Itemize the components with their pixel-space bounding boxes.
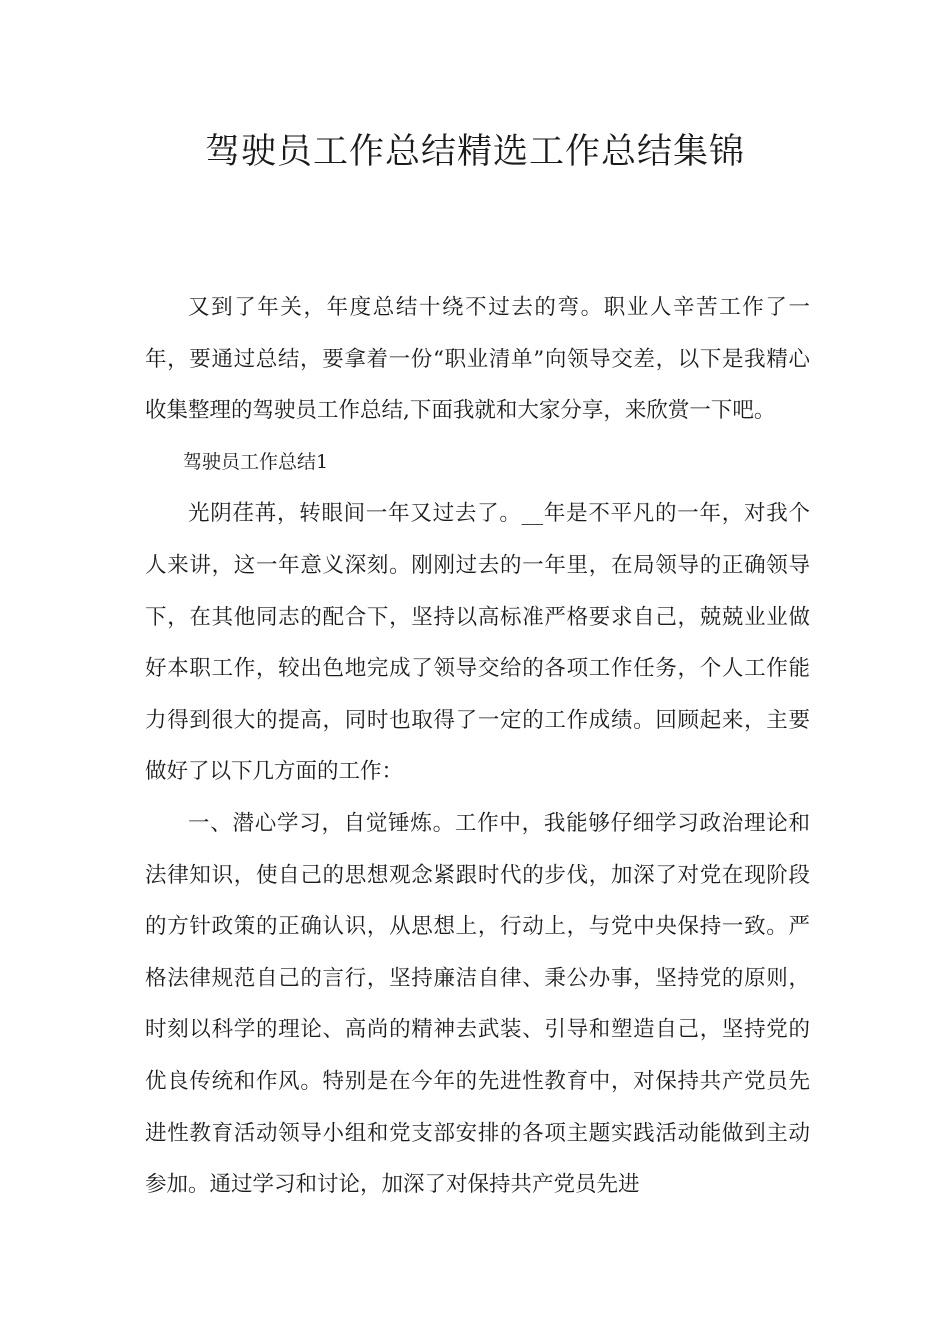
- body-paragraph: 一、潜心学习，自觉锤炼。工作中，我能够仔细学习政治理论和法律知识，使自己的思想观念紧跟时代的步伐，加深了对党在现阶段的方针政策的正确认识，从思想上，行动上，与党中央保持一致。严格法律规范自己的言行，坚持廉洁自律、秉公办事，坚持党的原则，时刻以科学的理论、高尚的精神去武装、引导和塑造自己，坚持党的优良传统和作风。特别是在今年的先进性教育中，对保持共产党员先进性教育活动领导小组和党支部安排的各项主题实践活动能做到主动参加。通过学习和讨论，加深了对保持共产党员先进: [145, 810, 810, 1198]
- document-title: 驾驶员工作总结精选工作总结集锦: [204, 132, 745, 172]
- section-heading: 驾驶员工作总结1: [183, 450, 329, 473]
- body-paragraph: 光阴荏苒，转眼间一年又过去了。__年是不平凡的一年，对我个人来讲，这一年意义深刻。刚刚过去的一年里，在局领导的正确领导下，在其他同志的配合下，坚持以高标准严格要求自己，兢兢业业做好本职工作，较出色地完成了领导交给的各项工作任务，个人工作能力得到很大的提高，同时也取得了一定的工作成绩。回顾起来，主要做好了以下几方面的工作：: [145, 501, 810, 785]
- document-body: [145, 282, 810, 1211]
- intro-paragraph: 又到了年关，年度总结十绕不过去的弯。职业人辛苦工作了一年，要通过总结，要拿着一份“职业清单”向领导交差，以下是我精心收集整理的驾驶员工作总结,下面我就和大家分享，来欣赏一下吧。: [145, 295, 810, 424]
